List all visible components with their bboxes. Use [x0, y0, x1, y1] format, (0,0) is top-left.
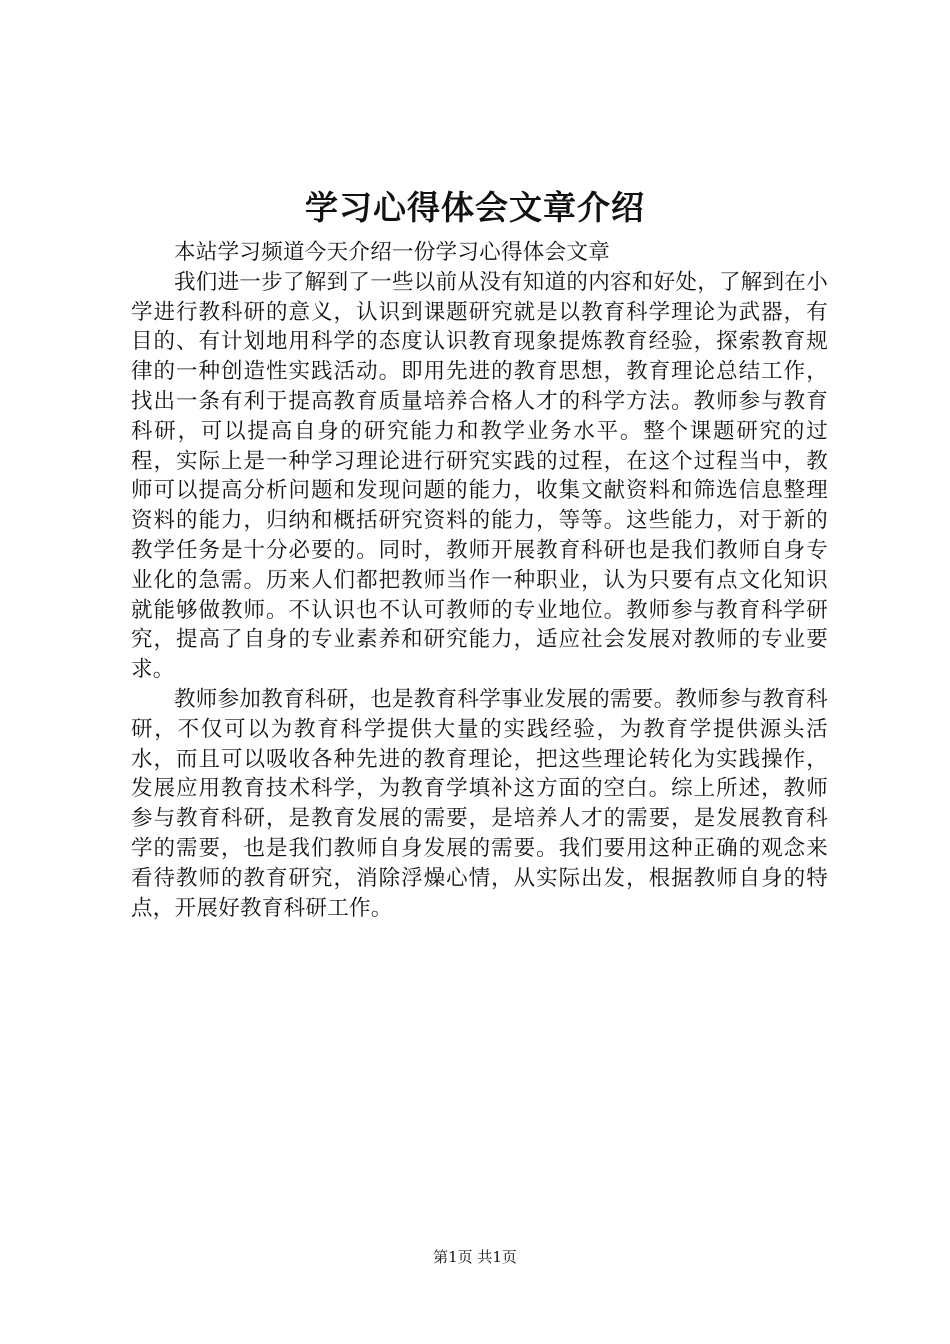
document-title: 学习心得体会文章介绍	[305, 188, 645, 227]
body-paragraph-2: 教师参加教育科研，也是教育科学事业发展的需要。教师参与教育科研，不仅可以为教育科学提供大量的实践经验，为教育学提供源头活水，而且可以吸收各种先进的教育理论，把这些理论转化为实践操作，发展应用教育技术科学，为教育学填补这方面的空白。综上所述，教师参与教育科研，是教育发展的需要，是培养人才的需要，是发展教育科学的需要，也是我们教师自身发展的需要。我们要用这种正确的观念来看待教师的教育研究，消除浮燥心情，从实际出发，根据教师自身的特点，开展好教育科研工作。	[131, 686, 829, 921]
document-body	[131, 238, 828, 923]
page-number-footer: 第1页 共1页	[433, 1248, 517, 1266]
intro-paragraph: 本站学习频道今天介绍一份学习心得体会文章	[174, 240, 611, 265]
body-paragraph-1: 我们进一步了解到了一些以前从没有知道的内容和好处，了解到在小学进行教科研的意义，认识到课题研究就是以教育科学理论为武器，有目的、有计划地用科学的态度认识教育现象提炼教育经验，探索教育规律的一种创造性实践活动。即用先进的教育思想，教育理论总结工作，找出一条有利于提高教育质量培养合格人才的科学方法。教师参与教育科研，可以提高自身的研究能力和教学业务水平。整个课题研究的过程，实际上是一种学习理论进行研究实践的过程，在这个过程当中，教师可以提高分析问题和发现问题的能力，收集文献资料和筛选信息整理资料的能力，归纳和概括研究资料的能力，等等。这些能力，对于新的教学任务是十分必要的。同时，教师开展教育科研也是我们教师自身专业化的急需。历来人们都把教师当作一种职业，认为只要有点文化知识就能够做教师。不认识也不认可教师的专业地位。教师参与教育科学研究，提高了自身的专业素养和研究能力，适应社会发展对教师的专业要求。	[131, 269, 829, 683]
